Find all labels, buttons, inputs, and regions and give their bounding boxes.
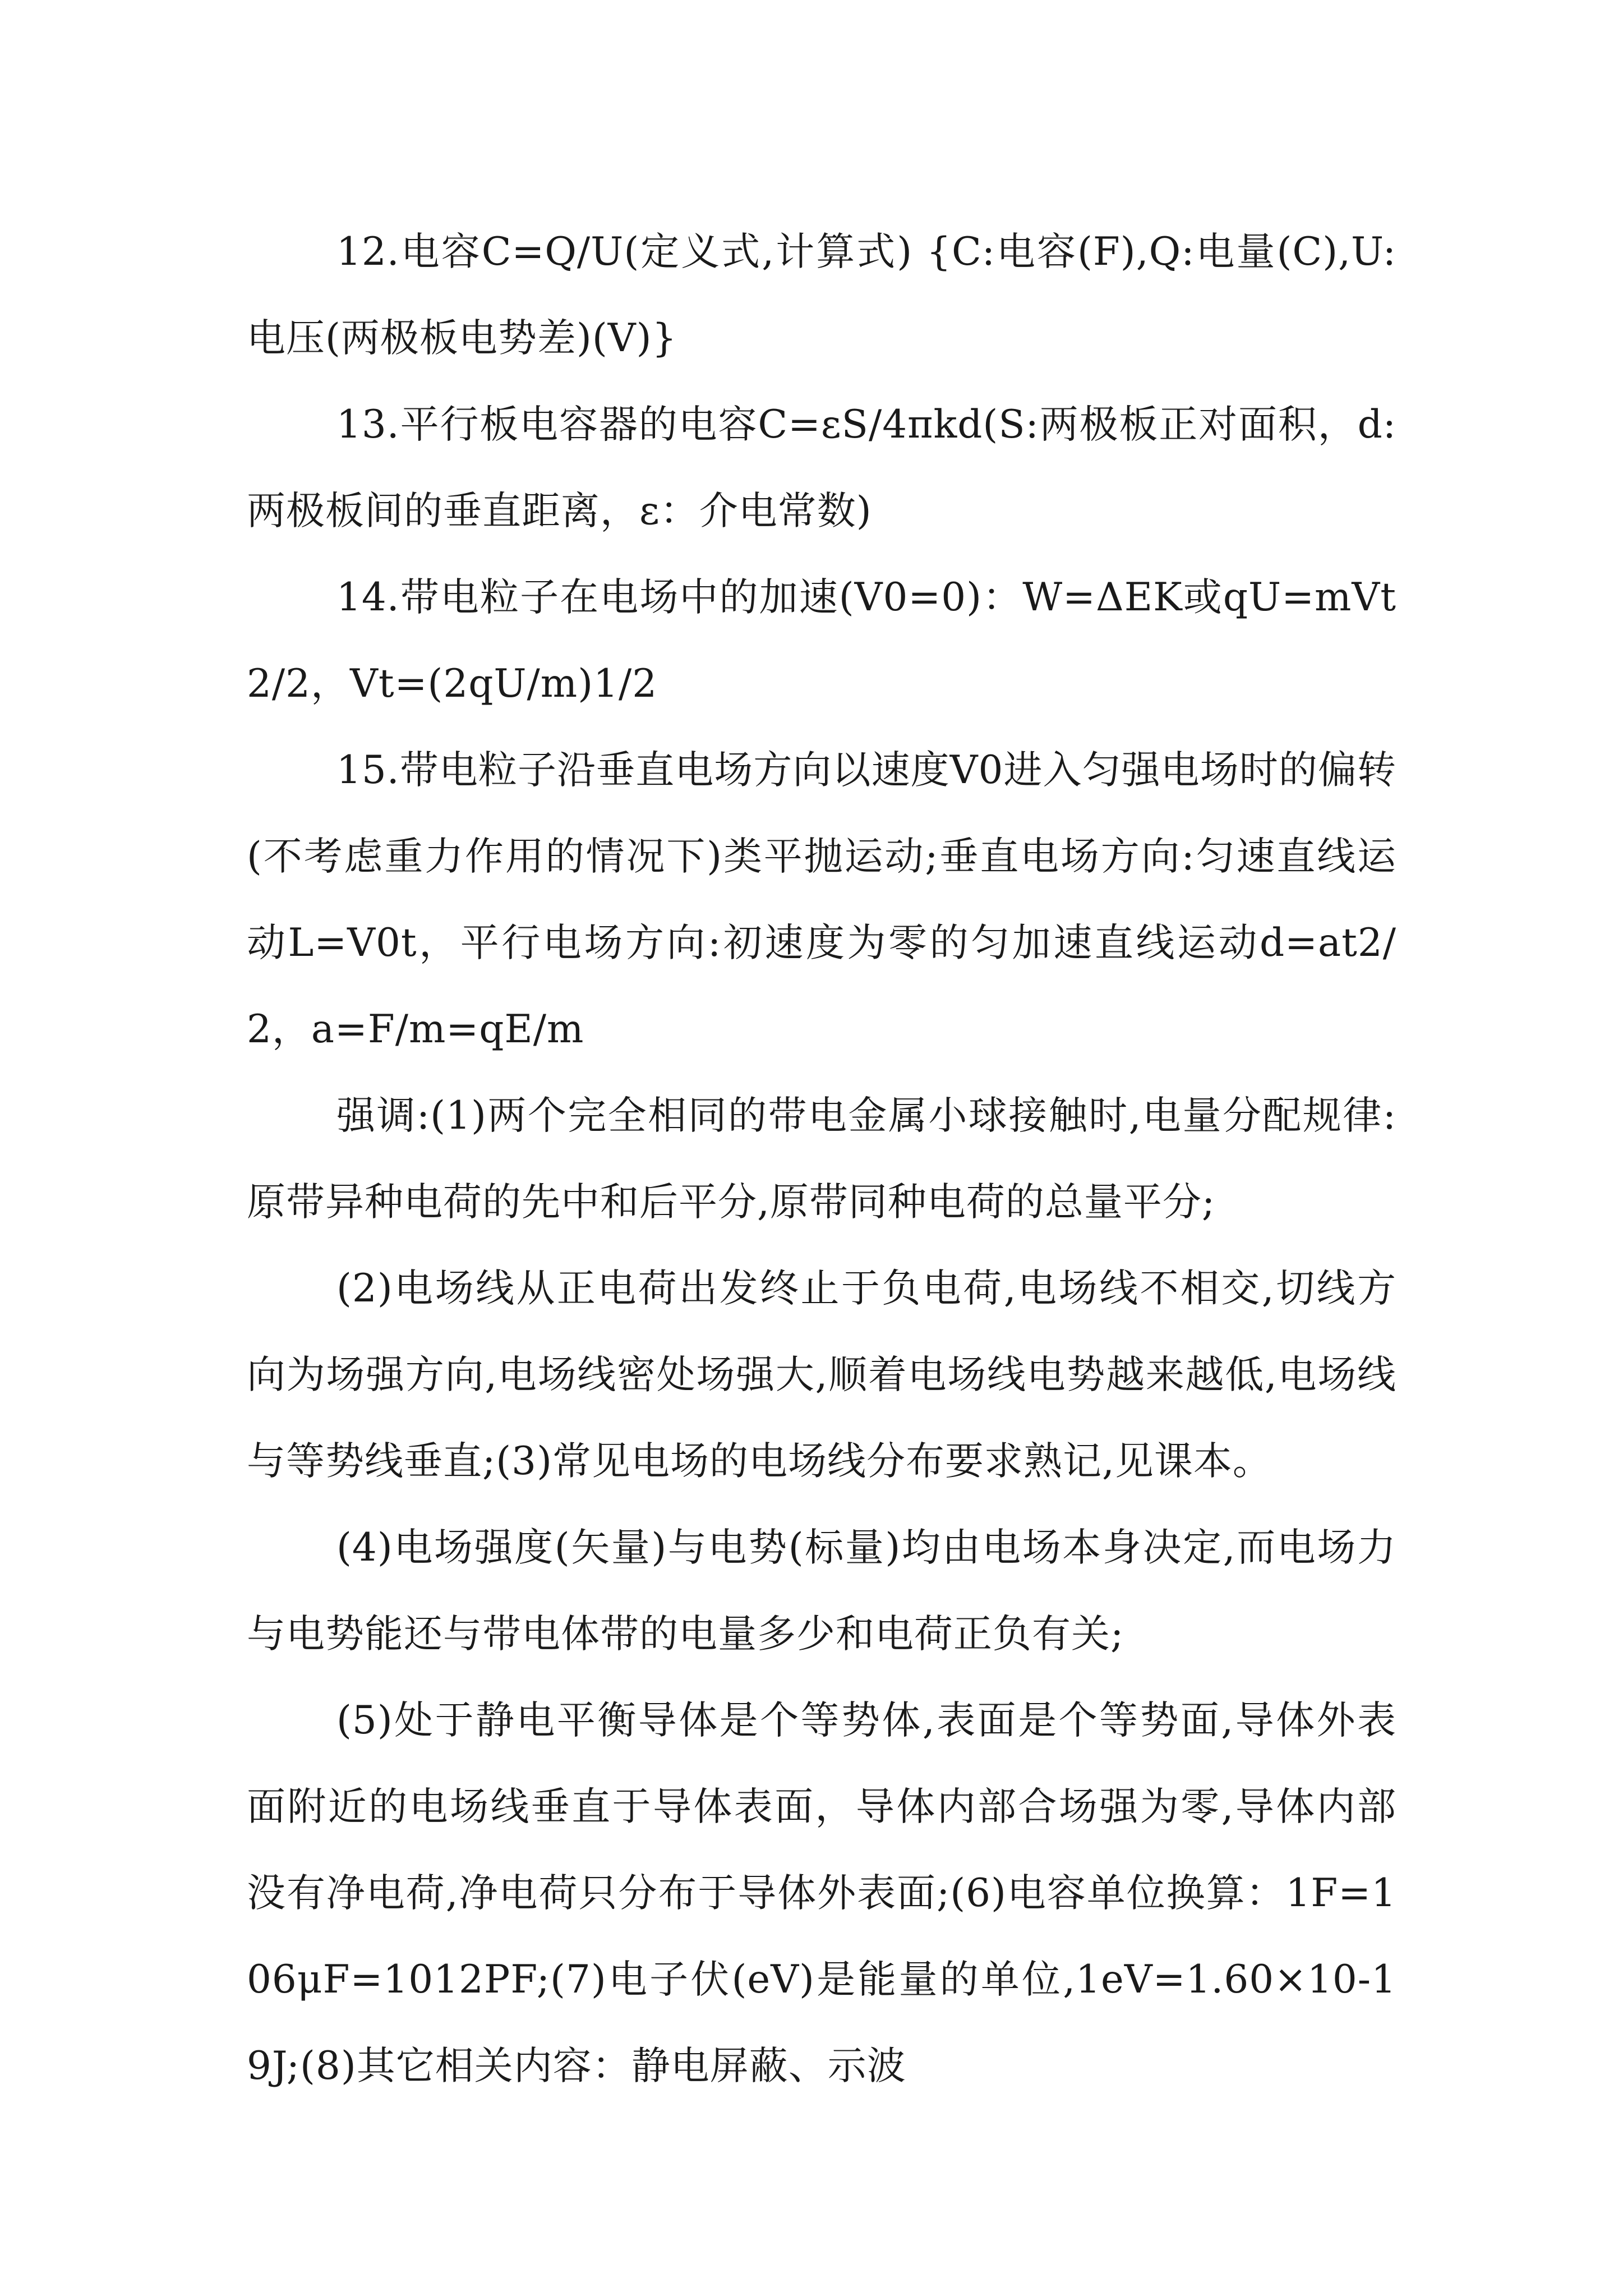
paragraph-field-strength-potential: (4)电场强度(矢量)与电势(标量)均由电场本身决定,而电场力与电势能还与带电体带的电量多少和电荷正负有关; (247, 1525, 1396, 1657)
paragraph-electrostatic-equilibrium: (5)处于静电平衡导体是个等势体,表面是个等势面,导体外表面附近的电场线垂直于导体表面，导体内部合场强为零,导体内部没有净电荷,净电荷只分布于导体外表面;(6)电容单位换算：1F=106μF=1012PF;(7)电子伏(eV)是能量的单位,1eV=1.60×10-19J;(8)其它相关内容：静电屏蔽、示波 (247, 1698, 1396, 2088)
document-body (247, 209, 1396, 2109)
paragraph-capacitance-definition: 12.电容C=Q/U(定义式,计算式) {C:电容(F),Q:电量(C),U:电压(两极板电势差)(V)} (247, 229, 1396, 361)
paragraph-emphasis-charge-distribution: 强调:(1)两个完全相同的带电金属小球接触时,电量分配规律:原带异种电荷的先中和后平分,原带同种电荷的总量平分; (247, 1093, 1396, 1225)
paragraph-parallel-plate-capacitor: 13.平行板电容器的电容C=εS/4πkd(S:两极板正对面积，d:两极板间的垂直距离，ε：介电常数) (247, 402, 1396, 533)
paragraph-field-lines: (2)电场线从正电荷出发终止于负电荷,电场线不相交,切线方向为场强方向,电场线密处场强大,顺着电场线电势越来越低,电场线与等势线垂直;(3)常见电场的电场线分布要求熟记,见课本。 (247, 1266, 1396, 1484)
paragraph-particle-acceleration: 14.带电粒子在电场中的加速(V0=0)：W=ΔEK或qU=mVt2/2，Vt=(2qU/m)1/2 (247, 575, 1396, 706)
paragraph-particle-deflection: 15.带电粒子沿垂直电场方向以速度V0进入匀强电场时的偏转(不考虑重力作用的情况下)类平抛运动;垂直电场方向:匀速直线运动L=V0t，平行电场方向:初速度为零的匀加速直线运动d=at2/2，a=F/m=qE/m (247, 748, 1396, 1052)
